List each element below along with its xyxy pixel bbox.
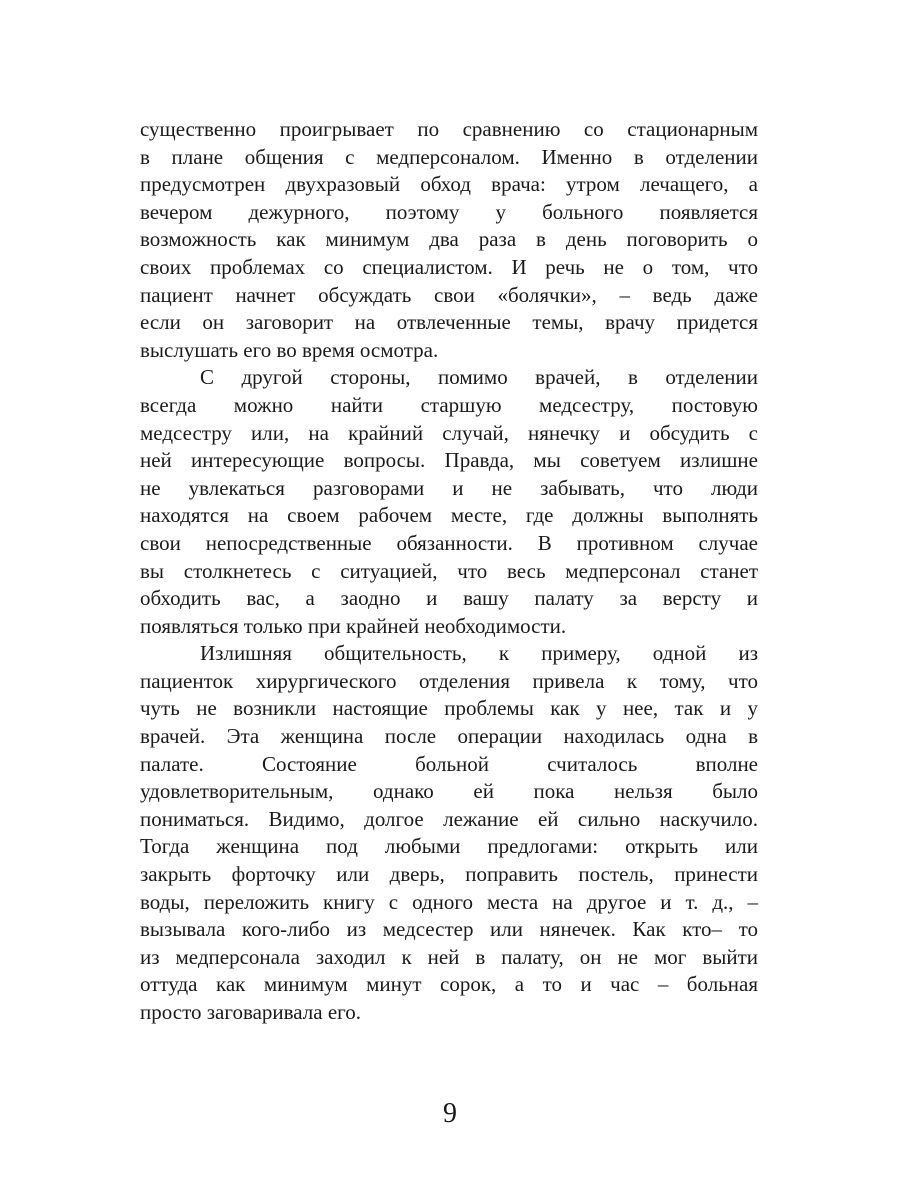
text-line: Излишняя общительность, к примеру, одной из (200, 641, 758, 666)
text-line: не увлекаться разговорами и не забывать, что люди (140, 475, 758, 500)
text-line: предусмотрен двухразовый обход врача: утром лечащего, а (140, 172, 758, 197)
text-line: существенно проигрывает по сравнению со стационарным (140, 117, 758, 141)
text-line: обходить вас, а заодно и вашу палату за версту и (140, 586, 758, 611)
text-line: вы столкнетесь с ситуацией, что весь медперсонал станет (140, 558, 758, 583)
text-line: ней интересующие вопросы. Правда, мы советуем излишне (140, 448, 758, 473)
text-line: медсестру или, на крайний случай, нянечку и обсудить с (140, 420, 758, 445)
text-line: возможность как минимум два раза в день поговорить о (140, 227, 758, 252)
text-line: свои непосредственные обязанности. В противном случае (140, 530, 758, 555)
text-line: выслушать его во время осмотра. (140, 337, 439, 362)
text-line: в плане общения с медперсоналом. Именно в отделении (140, 144, 758, 169)
paragraph-3 (140, 640, 758, 1026)
text-line: врачей. Эта женщина после операции находилась одна в (140, 724, 758, 749)
text-line: вызывала кого-либо из медсестер или нянечек. Как кто– то (140, 917, 758, 942)
text-line: закрыть форточку или дверь, поправить постель, принести (140, 862, 758, 887)
body-text (140, 116, 758, 1027)
text-line: пониматься. Видимо, долгое лежание ей сильно наскучило. (140, 806, 758, 831)
text-line: палате. Состояние больной считалось вполне (140, 751, 758, 776)
text-line: появляться только при крайней необходимости. (140, 613, 567, 638)
text-line: если он заговорит на отвлеченные темы, врачу придется (140, 310, 758, 335)
text-line: вечером дежурного, поэтому у больного появляется (140, 199, 758, 224)
text-line: пациенток хирургического отделения привела к тому, что (140, 668, 758, 693)
text-line: пациент начнет обсуждать свои «болячки», – ведь даже (140, 282, 758, 307)
text-line: из медперсонала заходил к ней в палату, он не мог выйти (140, 944, 758, 969)
paragraph-2 (140, 364, 758, 640)
text-line: удовлетворительным, однако ей пока нельзя было (140, 779, 758, 804)
page-number: 9 (443, 1098, 457, 1129)
text-line: С другой стороны, помимо врачей, в отделении (200, 365, 758, 390)
text-line: Тогда женщина под любыми предлогами: открыть или (140, 834, 758, 859)
text-line: воды, переложить книгу с одного места на другое и т. д., – (140, 889, 758, 914)
text-line: находятся на своем рабочем месте, где должны выполнять (140, 503, 758, 528)
text-line: всегда можно найти старшую медсестру, постовую (140, 392, 758, 417)
text-line: оттуда как минимум минут сорок, а то и час – больная (140, 972, 758, 997)
text-line: своих проблемах со специалистом. И речь не о том, что (140, 254, 758, 279)
text-line: просто заговаривала его. (140, 1000, 361, 1024)
text-line: чуть не возникли настоящие проблемы как у нее, так и у (140, 696, 758, 721)
paragraph-1 (140, 116, 758, 364)
